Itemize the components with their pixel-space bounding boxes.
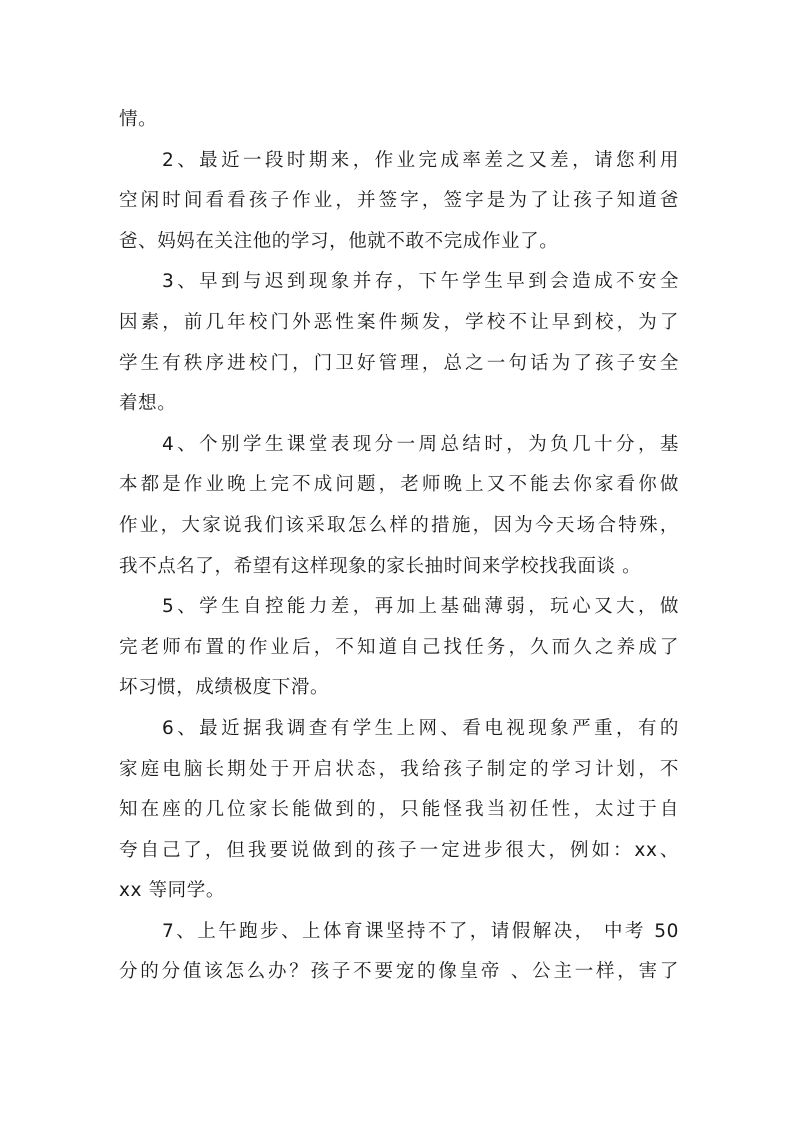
text-line: 知在座的几位家长能做到的，只能怪我当初任性，太过于自 bbox=[119, 799, 679, 821]
paragraph bbox=[119, 100, 679, 141]
text-line: 学生有秩序进校门，门卫好管理，总之一句话为了孩子安全 bbox=[119, 352, 679, 374]
paragraph bbox=[119, 425, 679, 587]
text-line: 分的分值该怎么办？孩子不要宠的像皇帝 、公主一样，害了 bbox=[119, 961, 679, 983]
text-line: 本都是作业晚上完不成问题，老师晚上又不能去你家看你做 bbox=[119, 474, 679, 496]
text-line: 坏习惯，成绩极度下滑。 bbox=[119, 677, 330, 699]
text-line: xx 等同学。 bbox=[119, 880, 225, 902]
text-line: 作业，大家说我们该采取怎么样的措施，因为今天场合特殊， bbox=[119, 514, 679, 536]
text-line: 空闲时间看看孩子作业，并签字，签字是为了让孩子知道爸 bbox=[119, 190, 679, 212]
text-line: 完老师布置的作业后，不知道自己找任务，久而久之养成了 bbox=[119, 636, 679, 658]
text-line: 因素，前几年校门外恶性案件频发，学校不让早到校，为了 bbox=[119, 311, 679, 333]
text-line: 3、早到与迟到现象并存，下午学生早到会造成不安全 bbox=[162, 271, 679, 293]
text-line: 6、最近据我调查有学生上网、看电视现象严重，有的 bbox=[162, 717, 679, 739]
paragraph bbox=[119, 709, 679, 912]
text-line: 5、学生自控能力差，再加上基础薄弱，玩心又大，做 bbox=[162, 596, 679, 618]
text-line: 4、个别学生课堂表现分一周总结时，为负几十分，基 bbox=[162, 433, 679, 455]
text-line: 7、上午跑步、上体育课坚持不了，请假解决， 中考 50 bbox=[162, 920, 679, 942]
paragraph bbox=[119, 262, 679, 424]
text-line: 我不点名了，希望有这样现象的家长抽时间来学校找我面谈 。 bbox=[119, 555, 642, 577]
text-line: 着想。 bbox=[119, 393, 177, 415]
text-line: 家庭电脑长期处于开启状态，我给孩子制定的学习计划，不 bbox=[119, 758, 679, 780]
paragraph bbox=[119, 587, 679, 709]
text-line: 2、最近一段时期来，作业完成率差之又差，请您利用 bbox=[162, 149, 679, 171]
text-line: 爸、妈妈在关注他的学习，他就不敢不完成作业了。 bbox=[119, 230, 559, 252]
paragraph bbox=[119, 141, 679, 263]
text-line: 情。 bbox=[119, 109, 158, 130]
text-line: 夸自己了，但我要说做到的孩子一定进步很大，例如：xx、 bbox=[119, 839, 679, 861]
paragraph bbox=[119, 912, 679, 993]
document-body bbox=[119, 100, 679, 993]
